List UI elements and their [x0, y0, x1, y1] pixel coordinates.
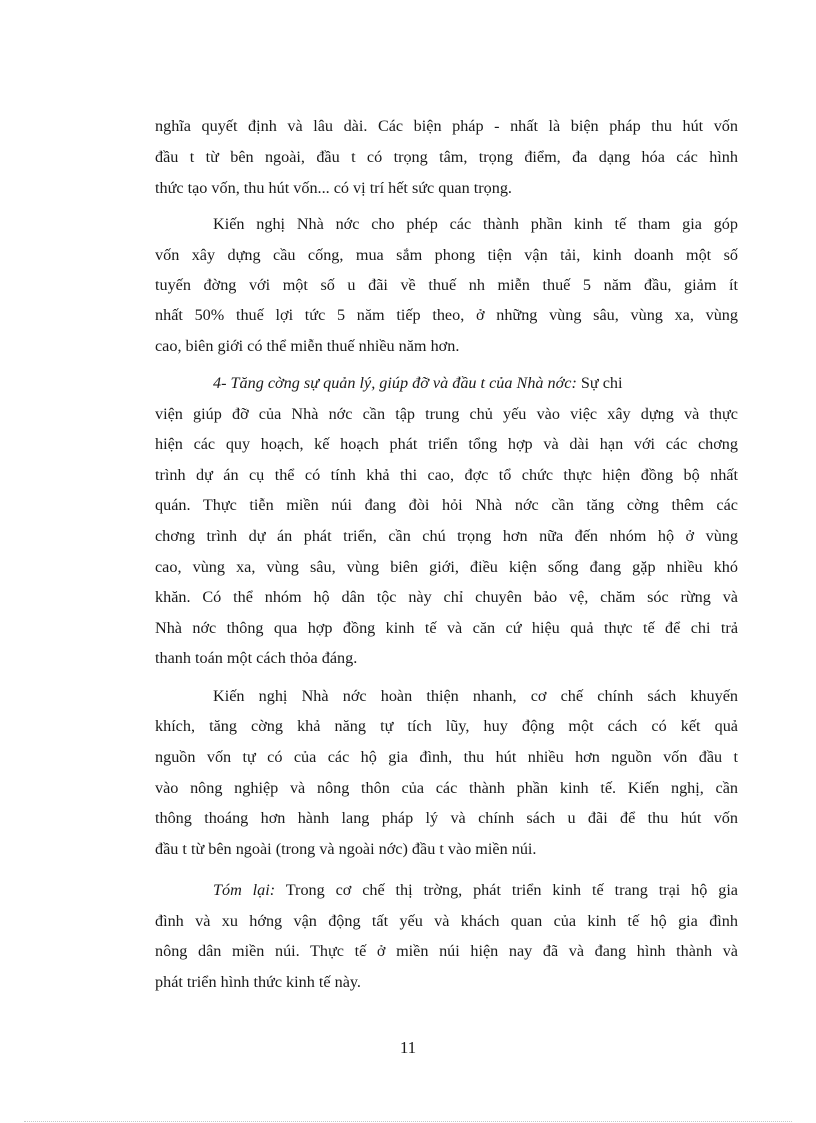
text-line: nhất 50% thuế lợi tức 5 năm tiếp theo, ở những vùng sâu, vùng xa, vùng: [155, 306, 738, 324]
text-line: tuyến đờng với một số u đãi về thuế nh miễn thuế 5 năm đầu, giảm ít: [155, 276, 738, 294]
text-line: vốn xây dựng cầu cống, mua sắm phong tiện vận tải, kinh doanh một số: [155, 246, 738, 264]
text-line: nguồn vốn tự có của các hộ gia đình, thu hút nhiều hơn nguồn vốn đầu t: [155, 748, 738, 766]
page-number: 11: [399, 1038, 417, 1057]
text-line: vào nông nghiệp và nông thôn của các thành phần kinh tế. Kiến nghị, cần: [155, 779, 738, 797]
text-line: đầu t từ bên ngoài, đầu t có trọng tâm, trọng điểm, đa dạng hóa các hình: [155, 148, 738, 166]
section-heading: 4- Tăng cờng sự quản lý, giúp đỡ và đầu t của Nhà nớc:: [213, 374, 577, 392]
text-line: phát triển hình thức kinh tế này.: [155, 973, 361, 991]
text-run: Trong cơ chế thị trờng, phát triển kinh tế trang trại hộ gia: [275, 881, 738, 899]
text-line: nghĩa quyết định và lâu dài. Các biện pháp - nhất là biện pháp thu hút vốn: [155, 117, 738, 135]
text-line: chơng trình dự án phát triển, cần chú trọng hơn nữa đến nhóm hộ ở vùng: [155, 527, 738, 545]
page-bottom-rule: [24, 1121, 792, 1122]
text-line: thông thoáng hơn hành lang pháp lý và chính sách u đãi để thu hút vốn: [155, 809, 738, 827]
section-heading-line: [213, 373, 738, 393]
text-line: đình và xu hớng vận động tất yếu và khách quan của kinh tế hộ gia đình: [155, 912, 738, 930]
summary-label: Tóm lại:: [213, 881, 276, 899]
text-line: khích, tăng cờng khả năng tự tích lũy, huy động một cách có kết quả: [155, 717, 738, 735]
text-line: thanh toán một cách thỏa đáng.: [155, 649, 358, 667]
text-run: Sự chi: [576, 374, 623, 392]
summary-line: [213, 880, 738, 900]
text-line: Kiến nghị Nhà nớc hoàn thiện nhanh, cơ chế chính sách khuyến: [213, 687, 738, 705]
text-line: hiện các quy hoạch, kế hoạch phát triển tổng hợp và dài hạn với các chơng: [155, 435, 738, 453]
text-line: thức tạo vốn, thu hút vốn... có vị trí hết sức quan trọng.: [155, 179, 512, 197]
text-line: quán. Thực tiễn miền núi đang đòi hỏi Nhà nớc cần tăng cờng thêm các: [155, 496, 738, 514]
text-line: cao, biên giới có thể miễn thuế nhiều năm hơn.: [155, 337, 460, 355]
text-line: Nhà nớc thông qua hợp đồng kinh tế và căn cứ hiệu quả thực tế để chi trả: [155, 619, 738, 637]
text-line: viện giúp đỡ của Nhà nớc cần tập trung chủ yếu vào việc xây dựng và thực: [155, 405, 738, 423]
text-line: khăn. Có thể nhóm hộ dân tộc này chỉ chuyên bảo vệ, chăm sóc rừng và: [155, 588, 738, 606]
text-line: trình dự án cụ thể có tính khả thi cao, đợc tổ chức thực hiện đồng bộ nhất: [155, 466, 738, 484]
text-line: đầu t từ bên ngoài (trong và ngoài nớc) đầu t vào miền núi.: [155, 840, 537, 858]
text-line: Kiến nghị Nhà nớc cho phép các thành phần kinh tế tham gia góp: [213, 215, 738, 233]
text-line: nông dân miền núi. Thực tế ở miền núi hiện nay đã và đang hình thành và: [155, 942, 738, 960]
text-line: cao, vùng xa, vùng sâu, vùng biên giới, điều kiện sống đang gặp nhiều khó: [155, 558, 738, 576]
